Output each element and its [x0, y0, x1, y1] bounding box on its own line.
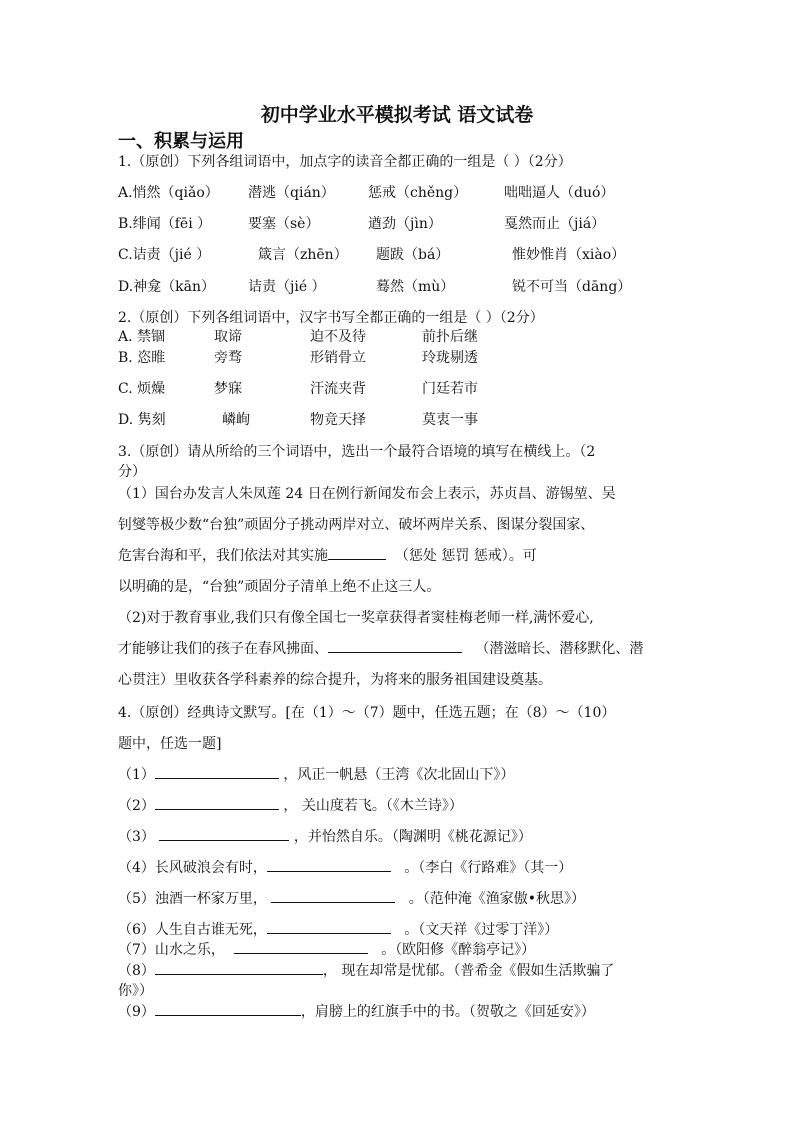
q4-item-4: （4）长风破浪会有时， 。（李白《行路难》（其一）: [118, 857, 572, 877]
q4-item-7: （7）山水之乐， 。（欧阳修《醉翁亭记》）: [118, 939, 535, 959]
answer-blank[interactable]: [328, 545, 386, 560]
exam-title: 初中学业水平模拟考试 语文试卷: [260, 104, 534, 126]
answer-blank[interactable]: [328, 638, 462, 653]
q4-item-1: （1） ，风正一帆悬（王湾《次北固山下》）: [118, 764, 514, 784]
answer-blank[interactable]: [155, 1001, 301, 1016]
q4-item-6: （6）人生自古谁无死， 。（文天祥《过零丁洋》）: [118, 919, 558, 939]
q4-item-8: （8） ， 现在却常是忧郁。（普希金《假如生活欺骗了: [118, 960, 614, 980]
q3-passage2-line3: 心贯注）里收获各学科素养的综合提升，为将来的服务祖国建设奠基。: [118, 672, 552, 688]
q4-stem-cont: 题中，任选一题]: [118, 736, 222, 752]
q4-item-8-cont: 你》）: [118, 983, 153, 999]
q3-passage2-line1: （2)对于教育事业,我们只有像全国七一奖章获得者窦桂梅老师一样,满怀爱心,: [118, 610, 594, 626]
exam-page: 初中学业水平模拟考试 语文试卷 一、积累与运用 1.（原创）下列各组词语中，加点字的读音全都正确的一组是（ ）（2分） A.悄然（qiǎo） 潜逃（qián） 惩戒（chěng） 咄咄逼人（duó） B.绯闻（fēi ） 要塞（sè） 遒劲（jìn） 戛然而止（jiá） C.诘责（jié ） 箴言（zhēn） 题跋（bá） 惟妙惟肖（xiào） D.神龛（kān） 诘责（jié ） 蓦然（mù） 锐不可当（dāng） 2.（原创）下列各组词语中，汉字书写全都正确的一组是（ ）（2分） A. 禁锢 取谛 迫不及待 前扑后继 B. 恣睢 旁骛 形销骨立 玲珑剔透 C. 烦燥 梦寐 汗流夹背 门廷若市 D. 隽刻 嶙峋 物竞天择 莫衷一事 3.（原创）请从所给的三个词语中，选出一个最符合语境的填写在横线上。（2 分） （1）国台办发言人朱凤莲 24 日在例行新闻发布会上表示，苏贞昌、游锡堃、吴 钊燮等极少数“台独”顽固分子挑动两岸对立、破坏两岸关系、图谋分裂国家、 危害台海和平，我们依法对其实施 （惩处 惩罚 惩戒）。可 以明确的是，“台独”顽固分子清单上绝不止这三人。 （2)对于教育事业,我们只有像全国七一奖章获得者窦桂梅老师一样,满怀爱心, 才能够让我们的孩子在春风拂面、 （潜滋暗长、潜移默化、潜 心贯注）里收获各学科素养的综合提升，为将来的服务祖国建设奠基。 4.（原创）经典诗文默写。[在（1）～（7）题中，任选五题；在（8）～（10） 题中，任选一题] （1） ，风正一帆悬（王湾《次北固山下》） （2） ， 关山度若飞。（《木兰诗》） （3） ，并怡然自乐。（陶渊明《桃花源记》） （4）长风破浪会有时， 。（李白《行路难》（其一） （5）浊酒一杯家万里， 。（范仲淹《渔家傲•秋思》） （6）人生自古谁无死， 。（文天祥《过零丁洋》） （7）山水之乐， 。（欧阳修《醉翁亭记》） （8） ， 现在却常是忧郁。（普希金《假如生活欺骗了 你》） （9） ，肩膀上的红旗手中的书。（贺敬之《回延安》）: [0, 0, 794, 1123]
q4-item-2: （2） ， 关山度若飞。（《木兰诗》）: [118, 795, 463, 815]
q3-stem: 3.（原创）请从所给的三个词语中，选出一个最符合语境的填写在横线上。（2: [118, 444, 596, 460]
answer-blank[interactable]: [155, 764, 279, 779]
q3-passage1-line4: 以明确的是，“台独”顽固分子清单上绝不止这三人。: [118, 579, 441, 595]
answer-blank[interactable]: [155, 960, 323, 975]
answer-blank[interactable]: [159, 826, 289, 841]
q3-stem-cont: 分）: [118, 464, 146, 480]
answer-blank[interactable]: [234, 939, 368, 954]
answer-blank[interactable]: [155, 795, 279, 810]
q3-passage1-line3: 危害台海和平，我们依法对其实施 （惩处 惩罚 惩戒）。可: [118, 545, 537, 565]
q3-passage2-line2: 才能够让我们的孩子在春风拂面、 （潜滋暗长、潜移默化、潜: [118, 638, 643, 658]
section-heading: 一、积累与运用: [118, 131, 244, 152]
q3-passage1-line1: （1）国台办发言人朱凤莲 24 日在例行新闻发布会上表示，苏贞昌、游锡堃、吴: [118, 486, 616, 502]
answer-blank[interactable]: [267, 919, 391, 934]
q4-item-5: （5）浊酒一杯家万里， 。（范仲淹《渔家傲•秋思》）: [118, 888, 585, 908]
q4-item-3: （3） ，并怡然自乐。（陶渊明《桃花源记》）: [118, 826, 532, 846]
answer-blank[interactable]: [271, 888, 395, 903]
q2-stem: 2.（原创）下列各组词语中，汉字书写全都正确的一组是（ ）（2分）: [118, 310, 544, 326]
q4-item-9: （9） ，肩膀上的红旗手中的书。（贺敬之《回延安》）: [118, 1001, 595, 1021]
q1-stem: 1.（原创）下列各组词语中，加点字的读音全都正确的一组是（ ）（2分）: [118, 154, 572, 170]
q4-stem: 4.（原创）经典诗文默写。[在（1）～（7）题中，任选五题；在（8）～（10）: [118, 705, 616, 721]
answer-blank[interactable]: [267, 857, 391, 872]
q3-passage1-line2: 钊燮等极少数“台独”顽固分子挑动两岸对立、破坏两岸关系、图谋分裂国家、: [118, 517, 595, 533]
